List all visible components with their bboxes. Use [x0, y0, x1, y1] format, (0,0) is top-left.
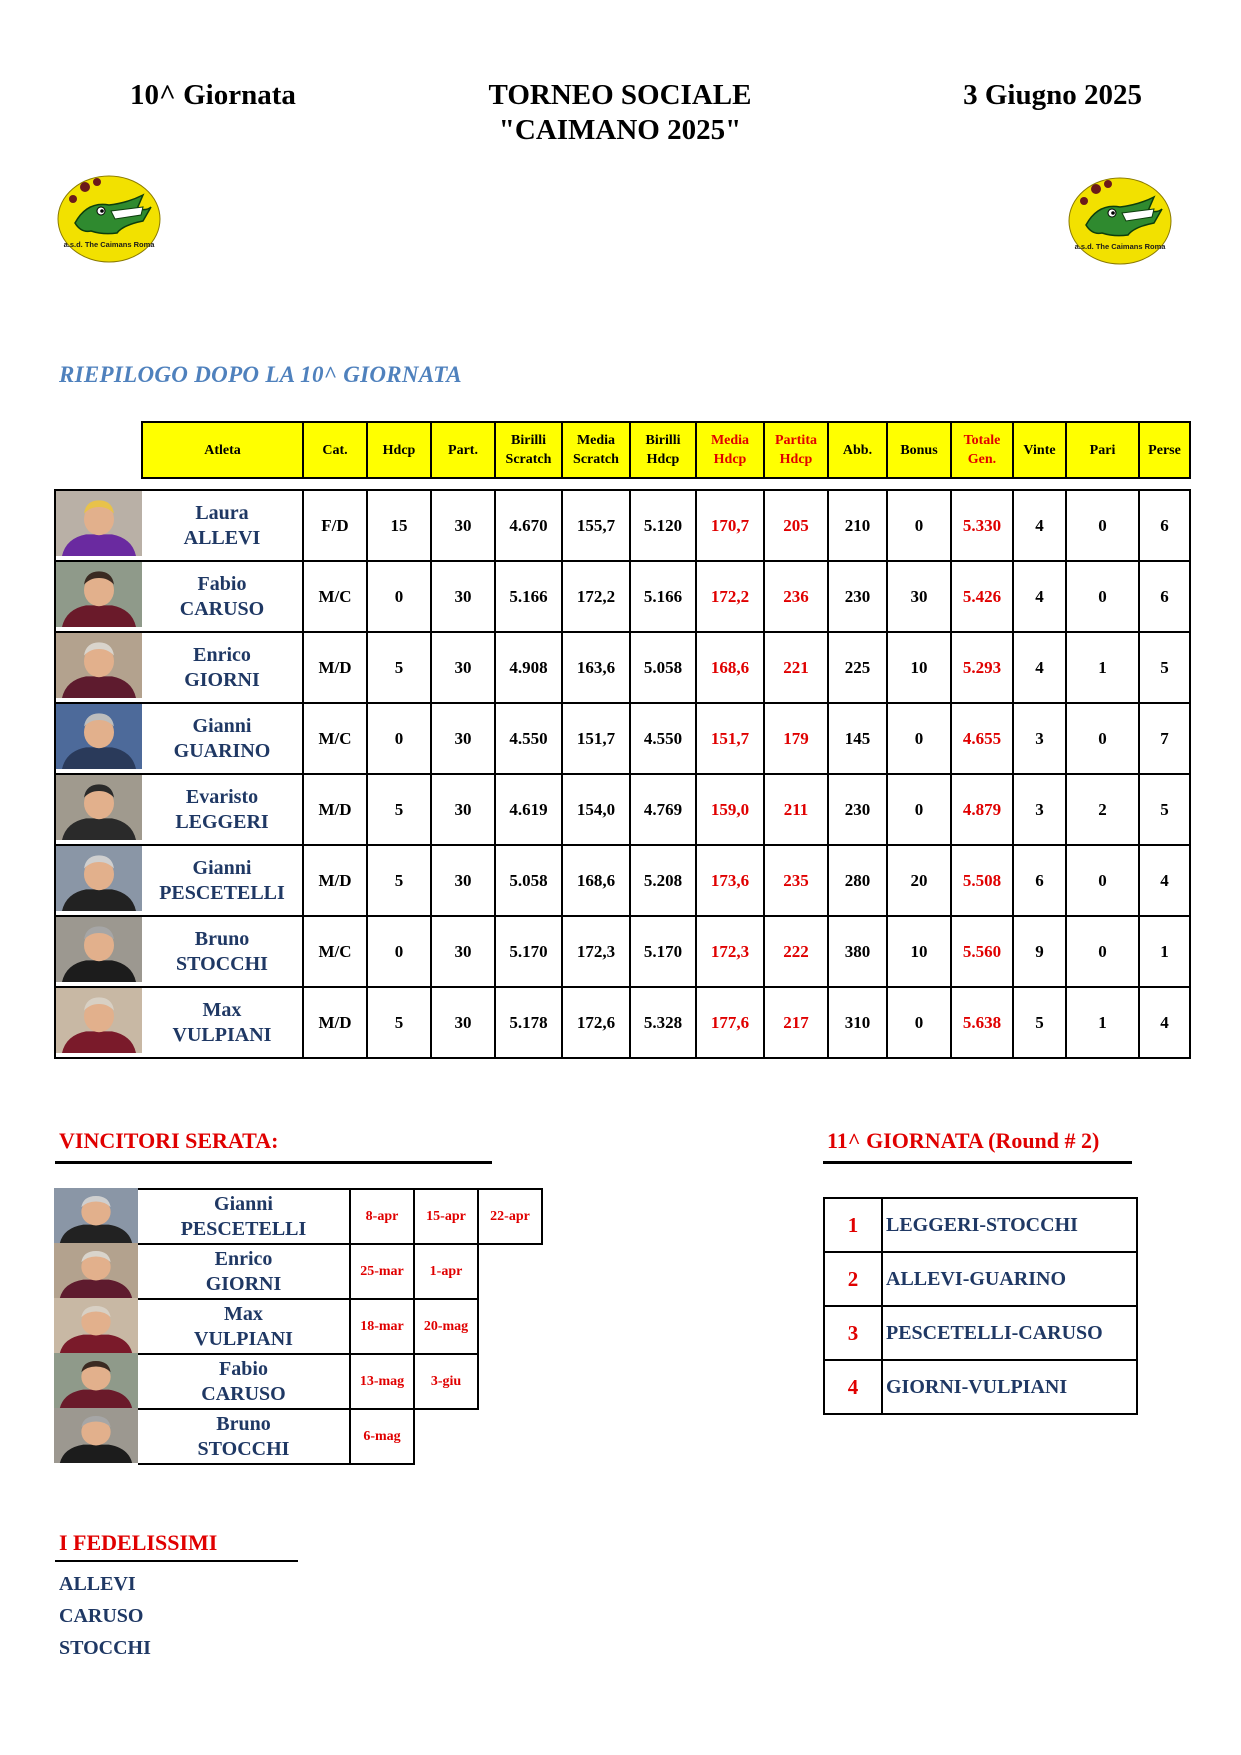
bonus-cell: 0: [887, 987, 951, 1058]
athlete-photo: [55, 632, 142, 703]
athlete-first-name: Fabio: [197, 572, 247, 595]
media-hdcp-cell: 170,7: [696, 490, 764, 561]
media-scratch-cell: 172,6: [562, 987, 630, 1058]
header-spacer: [55, 422, 142, 478]
athlete-photo: [55, 845, 142, 916]
athlete-name: [142, 490, 303, 561]
athlete-first-name: Evaristo: [185, 785, 259, 808]
standings-row: [55, 490, 1190, 561]
club-logo-left: [57, 175, 161, 263]
col-header-media-scratch: Media Scratch: [562, 422, 630, 478]
pairing-names: ALLEVI-GUARINO: [882, 1252, 1137, 1306]
media-scratch-cell: 168,6: [562, 845, 630, 916]
winner-name: [138, 1298, 351, 1355]
col-header-part: Part.: [431, 422, 495, 478]
athlete-name: [142, 916, 303, 987]
logo-caption: a.s.d. The Caimans Roma: [1074, 242, 1166, 251]
winner-date: 8-apr: [351, 1188, 415, 1245]
pairing-number: 4: [824, 1360, 882, 1414]
standings-row: [55, 845, 1190, 916]
pari-cell: 0: [1066, 490, 1139, 561]
birilli-hdcp-cell: 5.120: [630, 490, 696, 561]
col-header-birilli-hdcp: Birilli Hdcp: [630, 422, 696, 478]
birilli-hdcp-cell: 4.550: [630, 703, 696, 774]
winner-photo: [54, 1353, 138, 1408]
winner-date: 3-giu: [415, 1353, 479, 1410]
media-hdcp-cell: 172,2: [696, 561, 764, 632]
athlete-first-name: Bruno: [194, 927, 250, 950]
athlete-name: [142, 987, 303, 1058]
bonus-cell: 0: [887, 703, 951, 774]
birilli-scratch-cell: 4.550: [495, 703, 562, 774]
winner-date: 1-apr: [415, 1243, 479, 1300]
col-header-pari: Pari: [1066, 422, 1139, 478]
cat-cell: M/D: [303, 632, 367, 703]
partita-hdcp-cell: 235: [764, 845, 828, 916]
partita-hdcp-cell: 217: [764, 987, 828, 1058]
col-header-media-hdcp: Media Hdcp: [696, 422, 764, 478]
winner-name: [138, 1353, 351, 1410]
athlete-photo: [55, 490, 142, 561]
birilli-scratch-cell: 5.166: [495, 561, 562, 632]
athlete-photo: [55, 774, 142, 845]
winner-name: [138, 1188, 351, 1245]
partita-hdcp-cell: 179: [764, 703, 828, 774]
hdcp-cell: 5: [367, 987, 431, 1058]
pari-cell: 2: [1066, 774, 1139, 845]
media-hdcp-cell: 159,0: [696, 774, 764, 845]
perse-cell: 1: [1139, 916, 1190, 987]
next-round-table: [823, 1197, 1138, 1415]
winner-last-name: PESCETELLI: [180, 1217, 307, 1240]
winner-date: 18-mar: [351, 1298, 415, 1355]
next-round-underline: [823, 1161, 1132, 1164]
winner-first-name: Gianni: [214, 1192, 273, 1215]
athlete-name: [142, 703, 303, 774]
vinte-cell: 3: [1013, 774, 1066, 845]
pairing-names: GIORNI-VULPIANI: [882, 1360, 1137, 1414]
cat-cell: M/D: [303, 987, 367, 1058]
athlete-last-name: VULPIANI: [172, 1023, 272, 1046]
abb-cell: 230: [828, 561, 887, 632]
col-header-vinte: Vinte: [1013, 422, 1066, 478]
partita-hdcp-cell: 205: [764, 490, 828, 561]
athlete-name: [142, 632, 303, 703]
col-header-partita-hdcp: Partita Hdcp: [764, 422, 828, 478]
birilli-hdcp-cell: 5.166: [630, 561, 696, 632]
athlete-name: [142, 561, 303, 632]
winner-date: 13-mag: [351, 1353, 415, 1410]
standings-header-row: [55, 422, 1190, 478]
athlete-last-name: STOCCHI: [176, 952, 268, 975]
logo-caption: a.s.d. The Caimans Roma: [63, 240, 155, 249]
part-cell: 30: [431, 490, 495, 561]
cat-cell: M/C: [303, 703, 367, 774]
totale-gen-cell: 5.638: [951, 987, 1013, 1058]
winner-name: [138, 1243, 351, 1300]
part-cell: 30: [431, 987, 495, 1058]
birilli-scratch-cell: 5.170: [495, 916, 562, 987]
round-label: 10^ Giornata: [130, 79, 296, 111]
pari-cell: 1: [1066, 987, 1139, 1058]
abb-cell: 210: [828, 490, 887, 561]
media-scratch-cell: 172,3: [562, 916, 630, 987]
hdcp-cell: 5: [367, 845, 431, 916]
media-hdcp-cell: 177,6: [696, 987, 764, 1058]
athlete-last-name: ALLEVI: [183, 526, 261, 549]
cat-cell: M/C: [303, 916, 367, 987]
birilli-hdcp-cell: 4.769: [630, 774, 696, 845]
birilli-hdcp-cell: 5.058: [630, 632, 696, 703]
winner-first-name: Bruno: [216, 1412, 271, 1435]
tournament-title-line2: "CAIMANO 2025": [498, 114, 742, 146]
athlete-last-name: LEGGERI: [175, 810, 269, 833]
part-cell: 30: [431, 774, 495, 845]
athlete-first-name: Gianni: [192, 714, 252, 737]
vinte-cell: 4: [1013, 490, 1066, 561]
athlete-first-name: Enrico: [193, 643, 251, 666]
tournament-title: [420, 78, 820, 148]
abb-cell: 145: [828, 703, 887, 774]
totale-gen-cell: 4.879: [951, 774, 1013, 845]
athlete-last-name: GUARINO: [173, 739, 271, 762]
partita-hdcp-cell: 236: [764, 561, 828, 632]
winner-name: [138, 1408, 351, 1465]
pari-cell: 0: [1066, 916, 1139, 987]
hdcp-cell: 0: [367, 703, 431, 774]
media-hdcp-cell: 173,6: [696, 845, 764, 916]
vinte-cell: 4: [1013, 632, 1066, 703]
media-hdcp-cell: 172,3: [696, 916, 764, 987]
standings-row: [55, 561, 1190, 632]
winner-last-name: CARUSO: [201, 1382, 286, 1405]
col-header-atleta: Atleta: [142, 422, 303, 478]
standings-row: [55, 916, 1190, 987]
partita-hdcp-cell: 221: [764, 632, 828, 703]
pari-cell: 0: [1066, 703, 1139, 774]
winner-photo: [54, 1188, 138, 1243]
winner-date: 25-mar: [351, 1243, 415, 1300]
media-scratch-cell: 163,6: [562, 632, 630, 703]
pairing-number: 3: [824, 1306, 882, 1360]
winner-last-name: STOCCHI: [197, 1437, 290, 1460]
athlete-name: [142, 845, 303, 916]
abb-cell: 225: [828, 632, 887, 703]
next-round-title: 11^ GIORNATA (Round # 2): [827, 1128, 1100, 1153]
club-logo-right: [1068, 177, 1172, 265]
perse-cell: 4: [1139, 987, 1190, 1058]
cat-cell: F/D: [303, 490, 367, 561]
birilli-scratch-cell: 4.908: [495, 632, 562, 703]
col-header-abb: Abb.: [828, 422, 887, 478]
perse-cell: 7: [1139, 703, 1190, 774]
pari-cell: 0: [1066, 845, 1139, 916]
col-header-perse: Perse: [1139, 422, 1190, 478]
hdcp-cell: 0: [367, 916, 431, 987]
birilli-scratch-cell: 4.670: [495, 490, 562, 561]
pairing-names: PESCETELLI-CARUSO: [882, 1306, 1137, 1360]
col-header-cat: Cat.: [303, 422, 367, 478]
pairing-row: [824, 1252, 1137, 1306]
media-scratch-cell: 154,0: [562, 774, 630, 845]
hdcp-cell: 5: [367, 632, 431, 703]
vinte-cell: 9: [1013, 916, 1066, 987]
vinte-cell: 5: [1013, 987, 1066, 1058]
fedelissimi-title: I FEDELISSIMI: [59, 1530, 218, 1555]
perse-cell: 5: [1139, 774, 1190, 845]
pairing-number: 1: [824, 1198, 882, 1252]
fedelissimi-underline: [55, 1560, 298, 1562]
part-cell: 30: [431, 561, 495, 632]
athlete-last-name: CARUSO: [179, 597, 265, 620]
col-header-birilli-scratch: Birilli Scratch: [495, 422, 562, 478]
winner-date: 6-mag: [351, 1408, 415, 1465]
event-date: 3 Giugno 2025: [963, 79, 1142, 111]
athlete-photo: [55, 987, 142, 1058]
cat-cell: M/D: [303, 774, 367, 845]
standings-row: [55, 774, 1190, 845]
bonus-cell: 20: [887, 845, 951, 916]
abb-cell: 230: [828, 774, 887, 845]
winner-photo: [54, 1408, 138, 1463]
standings-table: [54, 421, 1191, 1059]
col-header-hdcp: Hdcp: [367, 422, 431, 478]
hdcp-cell: 5: [367, 774, 431, 845]
winner-date: 20-mag: [415, 1298, 479, 1355]
standings-row: [55, 632, 1190, 703]
cat-cell: M/C: [303, 561, 367, 632]
perse-cell: 6: [1139, 490, 1190, 561]
athlete-photo: [55, 703, 142, 774]
totale-gen-cell: 5.293: [951, 632, 1013, 703]
winner-date: 15-apr: [415, 1188, 479, 1245]
cat-cell: M/D: [303, 845, 367, 916]
totale-gen-cell: 4.655: [951, 703, 1013, 774]
part-cell: 30: [431, 632, 495, 703]
athlete-last-name: GIORNI: [184, 668, 260, 691]
birilli-hdcp-cell: 5.208: [630, 845, 696, 916]
bonus-cell: 30: [887, 561, 951, 632]
totale-gen-cell: 5.426: [951, 561, 1013, 632]
winner-first-name: Fabio: [219, 1357, 268, 1380]
part-cell: 30: [431, 845, 495, 916]
winners-underline: [55, 1161, 492, 1164]
winner-last-name: GIORNI: [205, 1272, 282, 1295]
winner-photo: [54, 1243, 138, 1298]
perse-cell: 4: [1139, 845, 1190, 916]
winner-first-name: Max: [224, 1302, 263, 1325]
birilli-scratch-cell: 5.178: [495, 987, 562, 1058]
perse-cell: 5: [1139, 632, 1190, 703]
vinte-cell: 4: [1013, 561, 1066, 632]
athlete-photo: [55, 561, 142, 632]
hdcp-cell: 15: [367, 490, 431, 561]
standings-row: [55, 703, 1190, 774]
pairing-row: [824, 1306, 1137, 1360]
totale-gen-cell: 5.330: [951, 490, 1013, 561]
hdcp-cell: 0: [367, 561, 431, 632]
winner-last-name: VULPIANI: [194, 1327, 293, 1350]
partita-hdcp-cell: 211: [764, 774, 828, 845]
winner-date: 22-apr: [479, 1188, 543, 1245]
fedelissimo-name: ALLEVI: [59, 1573, 136, 1595]
col-header-bonus: Bonus: [887, 422, 951, 478]
winner-photo: [54, 1298, 138, 1353]
athlete-photo: [55, 916, 142, 987]
abb-cell: 380: [828, 916, 887, 987]
bonus-cell: 0: [887, 490, 951, 561]
athlete-first-name: Gianni: [192, 856, 252, 879]
abb-cell: 310: [828, 987, 887, 1058]
partita-hdcp-cell: 222: [764, 916, 828, 987]
totale-gen-cell: 5.508: [951, 845, 1013, 916]
pairing-row: [824, 1360, 1137, 1414]
media-scratch-cell: 155,7: [562, 490, 630, 561]
pari-cell: 0: [1066, 561, 1139, 632]
birilli-hdcp-cell: 5.170: [630, 916, 696, 987]
totale-gen-cell: 5.560: [951, 916, 1013, 987]
media-hdcp-cell: 168,6: [696, 632, 764, 703]
section-title: RIEPILOGO DOPO LA 10^ GIORNATA: [59, 362, 462, 387]
media-scratch-cell: 172,2: [562, 561, 630, 632]
vinte-cell: 6: [1013, 845, 1066, 916]
winners-title: VINCITORI SERATA:: [59, 1128, 279, 1153]
part-cell: 30: [431, 703, 495, 774]
birilli-scratch-cell: 5.058: [495, 845, 562, 916]
fedelissimo-name: CARUSO: [59, 1605, 144, 1627]
pari-cell: 1: [1066, 632, 1139, 703]
fedelissimo-name: STOCCHI: [59, 1637, 151, 1659]
col-header-totale-gen: Totale Gen.: [951, 422, 1013, 478]
pairing-names: LEGGERI-STOCCHI: [882, 1198, 1137, 1252]
athlete-first-name: Laura: [195, 501, 249, 524]
standings-row: [55, 987, 1190, 1058]
tournament-title-line1: TORNEO SOCIALE: [488, 79, 752, 111]
part-cell: 30: [431, 916, 495, 987]
media-scratch-cell: 151,7: [562, 703, 630, 774]
winner-first-name: Enrico: [214, 1247, 273, 1270]
media-hdcp-cell: 151,7: [696, 703, 764, 774]
birilli-hdcp-cell: 5.328: [630, 987, 696, 1058]
athlete-last-name: PESCETELLI: [159, 881, 285, 904]
bonus-cell: 10: [887, 632, 951, 703]
athlete-name: [142, 774, 303, 845]
athlete-first-name: Max: [202, 998, 242, 1021]
abb-cell: 280: [828, 845, 887, 916]
perse-cell: 6: [1139, 561, 1190, 632]
vinte-cell: 3: [1013, 703, 1066, 774]
pairing-row: [824, 1198, 1137, 1252]
birilli-scratch-cell: 4.619: [495, 774, 562, 845]
pairing-number: 2: [824, 1252, 882, 1306]
bonus-cell: 0: [887, 774, 951, 845]
bonus-cell: 10: [887, 916, 951, 987]
